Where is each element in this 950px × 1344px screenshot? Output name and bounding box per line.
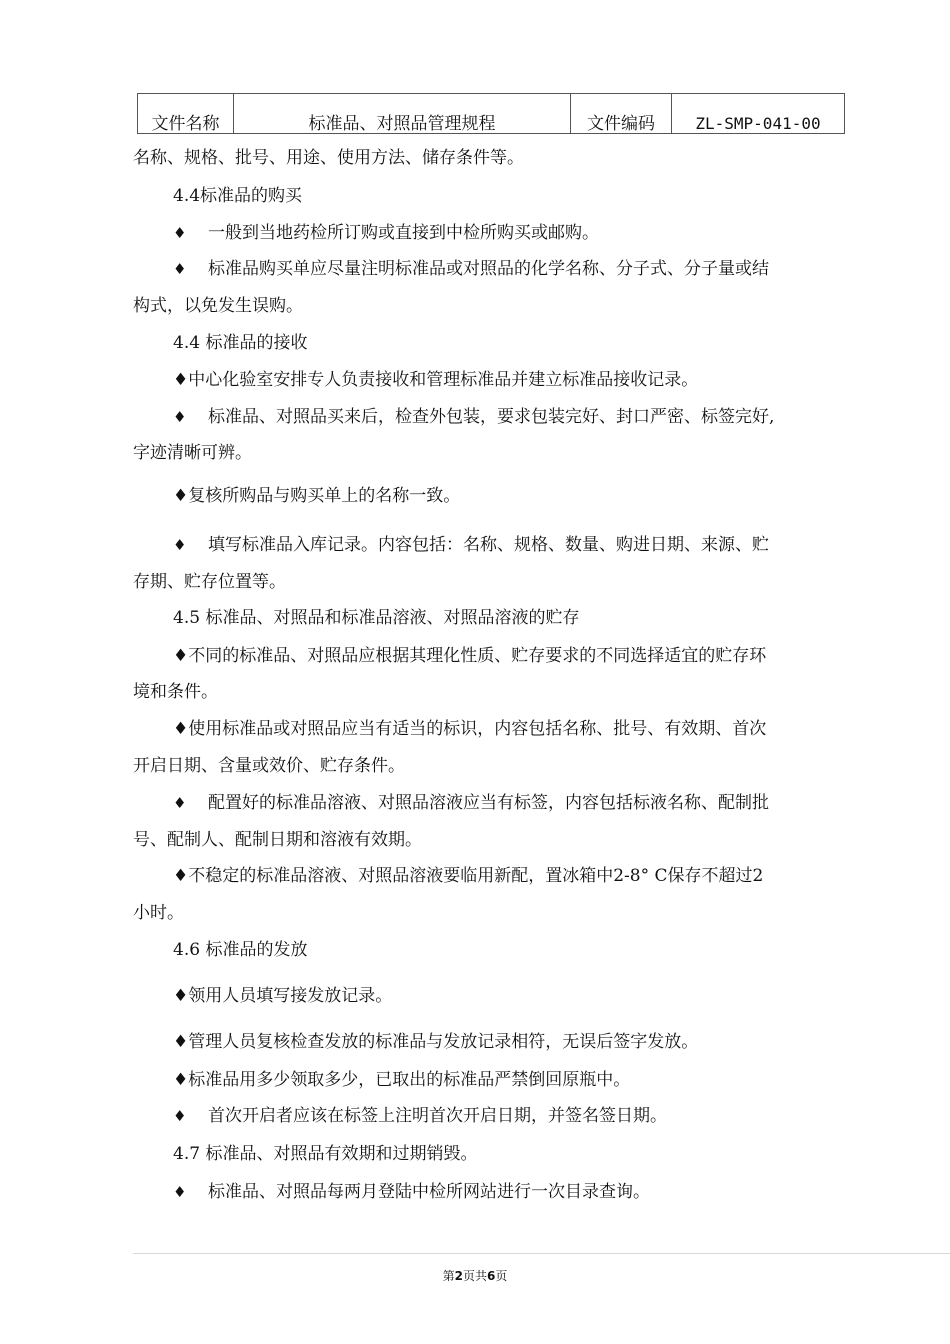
current-page-number: 2 [454, 1269, 463, 1283]
body-text-line: ♦标准品用多少领取多少，已取出的标准品严禁倒回原瓶中。 [173, 1070, 631, 1090]
page-number: 第2页共6页 [442, 1269, 508, 1283]
file-code-value: ZL-SMP-041-00 [695, 114, 821, 133]
body-text-line: ♦中心化验室安排专人负责接收和管理标准品并建立标准品接收记录。 [173, 370, 699, 390]
body-text-line: 标准品、对照品买来后，检查外包装，要求包装完好、封口严密、标签完好, [208, 407, 775, 427]
total-page-number: 6 [487, 1269, 496, 1283]
body-text-line: 一般到当地药检所订购或直接到中检所购买或邮购。 [208, 223, 599, 243]
body-text-line: ♦复核所购品与购买单上的名称一致。 [173, 486, 461, 506]
section-heading: 4.7 标准品、对照品有效期和过期销毁。 [173, 1144, 478, 1164]
body-text-line: ♦使用标准品或对照品应当有适当的标识，内容包括名称、批号、有效期、首次 [173, 719, 767, 739]
bullet-marker: ♦ [173, 224, 187, 242]
body-text-line: ♦领用人员填写接发放记录。 [173, 986, 393, 1006]
body-text-line: 配置好的标准品溶液、对照品溶液应当有标签，内容包括标液名称、配制批 [208, 793, 769, 813]
body-text-line: 号、配制人、配制日期和溶液有效期。 [133, 830, 422, 850]
body-text-line: ♦管理人员复核检查发放的标准品与发放记录相符，无误后签字发放。 [173, 1032, 699, 1052]
body-text-line: 字迹清晰可辨。 [133, 443, 252, 463]
section-heading: 4.4标准品的购买 [173, 186, 303, 206]
document-header-table [137, 93, 845, 134]
footer-divider [133, 1253, 950, 1254]
section-heading: 4.6 标准品的发放 [173, 940, 308, 960]
bullet-marker: ♦ [173, 408, 187, 426]
file-name-value: 标准品、对照品管理规程 [234, 94, 571, 134]
body-text-line: 标准品购买单应尽量注明标准品或对照品的化学名称、分子式、分子量或结 [208, 259, 769, 279]
body-text-line: 构式，以免发生误购。 [133, 296, 303, 316]
file-name-label: 文件名称 [138, 94, 234, 134]
body-text-line: 首次开启者应该在标签上注明首次开启日期，并签名签日期。 [208, 1106, 667, 1126]
bullet-marker: ♦ [173, 260, 187, 278]
bullet-marker: ♦ [173, 1107, 187, 1125]
body-text-line: ♦不同的标准品、对照品应根据其理化性质、贮存要求的不同选择适宜的贮存环 [173, 646, 767, 666]
bullet-marker: ♦ [173, 1183, 187, 1201]
body-text-line: 名称、规格、批号、用途、使用方法、储存条件等。 [133, 148, 524, 168]
body-text-line: 境和条件。 [133, 682, 218, 702]
body-text-line: 小时。 [133, 903, 184, 923]
bullet-marker: ♦ [173, 536, 187, 554]
body-text-line: 开启日期、含量或效价、贮存条件。 [133, 756, 405, 776]
body-text-line: 填写标准品入库记录。内容包括：名称、规格、数量、购进日期、来源、贮 [208, 535, 769, 555]
body-text-line: 标准品、对照品每两月登陆中检所网站进行一次目录查询。 [208, 1182, 650, 1202]
section-heading: 4.4 标准品的接收 [173, 333, 308, 353]
section-heading: 4.5 标准品、对照品和标准品溶液、对照品溶液的贮存 [173, 608, 580, 628]
file-code-label: 文件编码 [571, 94, 672, 134]
body-text-line: ♦不稳定的标准品溶液、对照品溶液要临用新配，置冰箱中2-8° C保存不超过2 [173, 866, 764, 886]
body-text-line: 存期、贮存位置等。 [133, 572, 286, 592]
bullet-marker: ♦ [173, 794, 187, 812]
